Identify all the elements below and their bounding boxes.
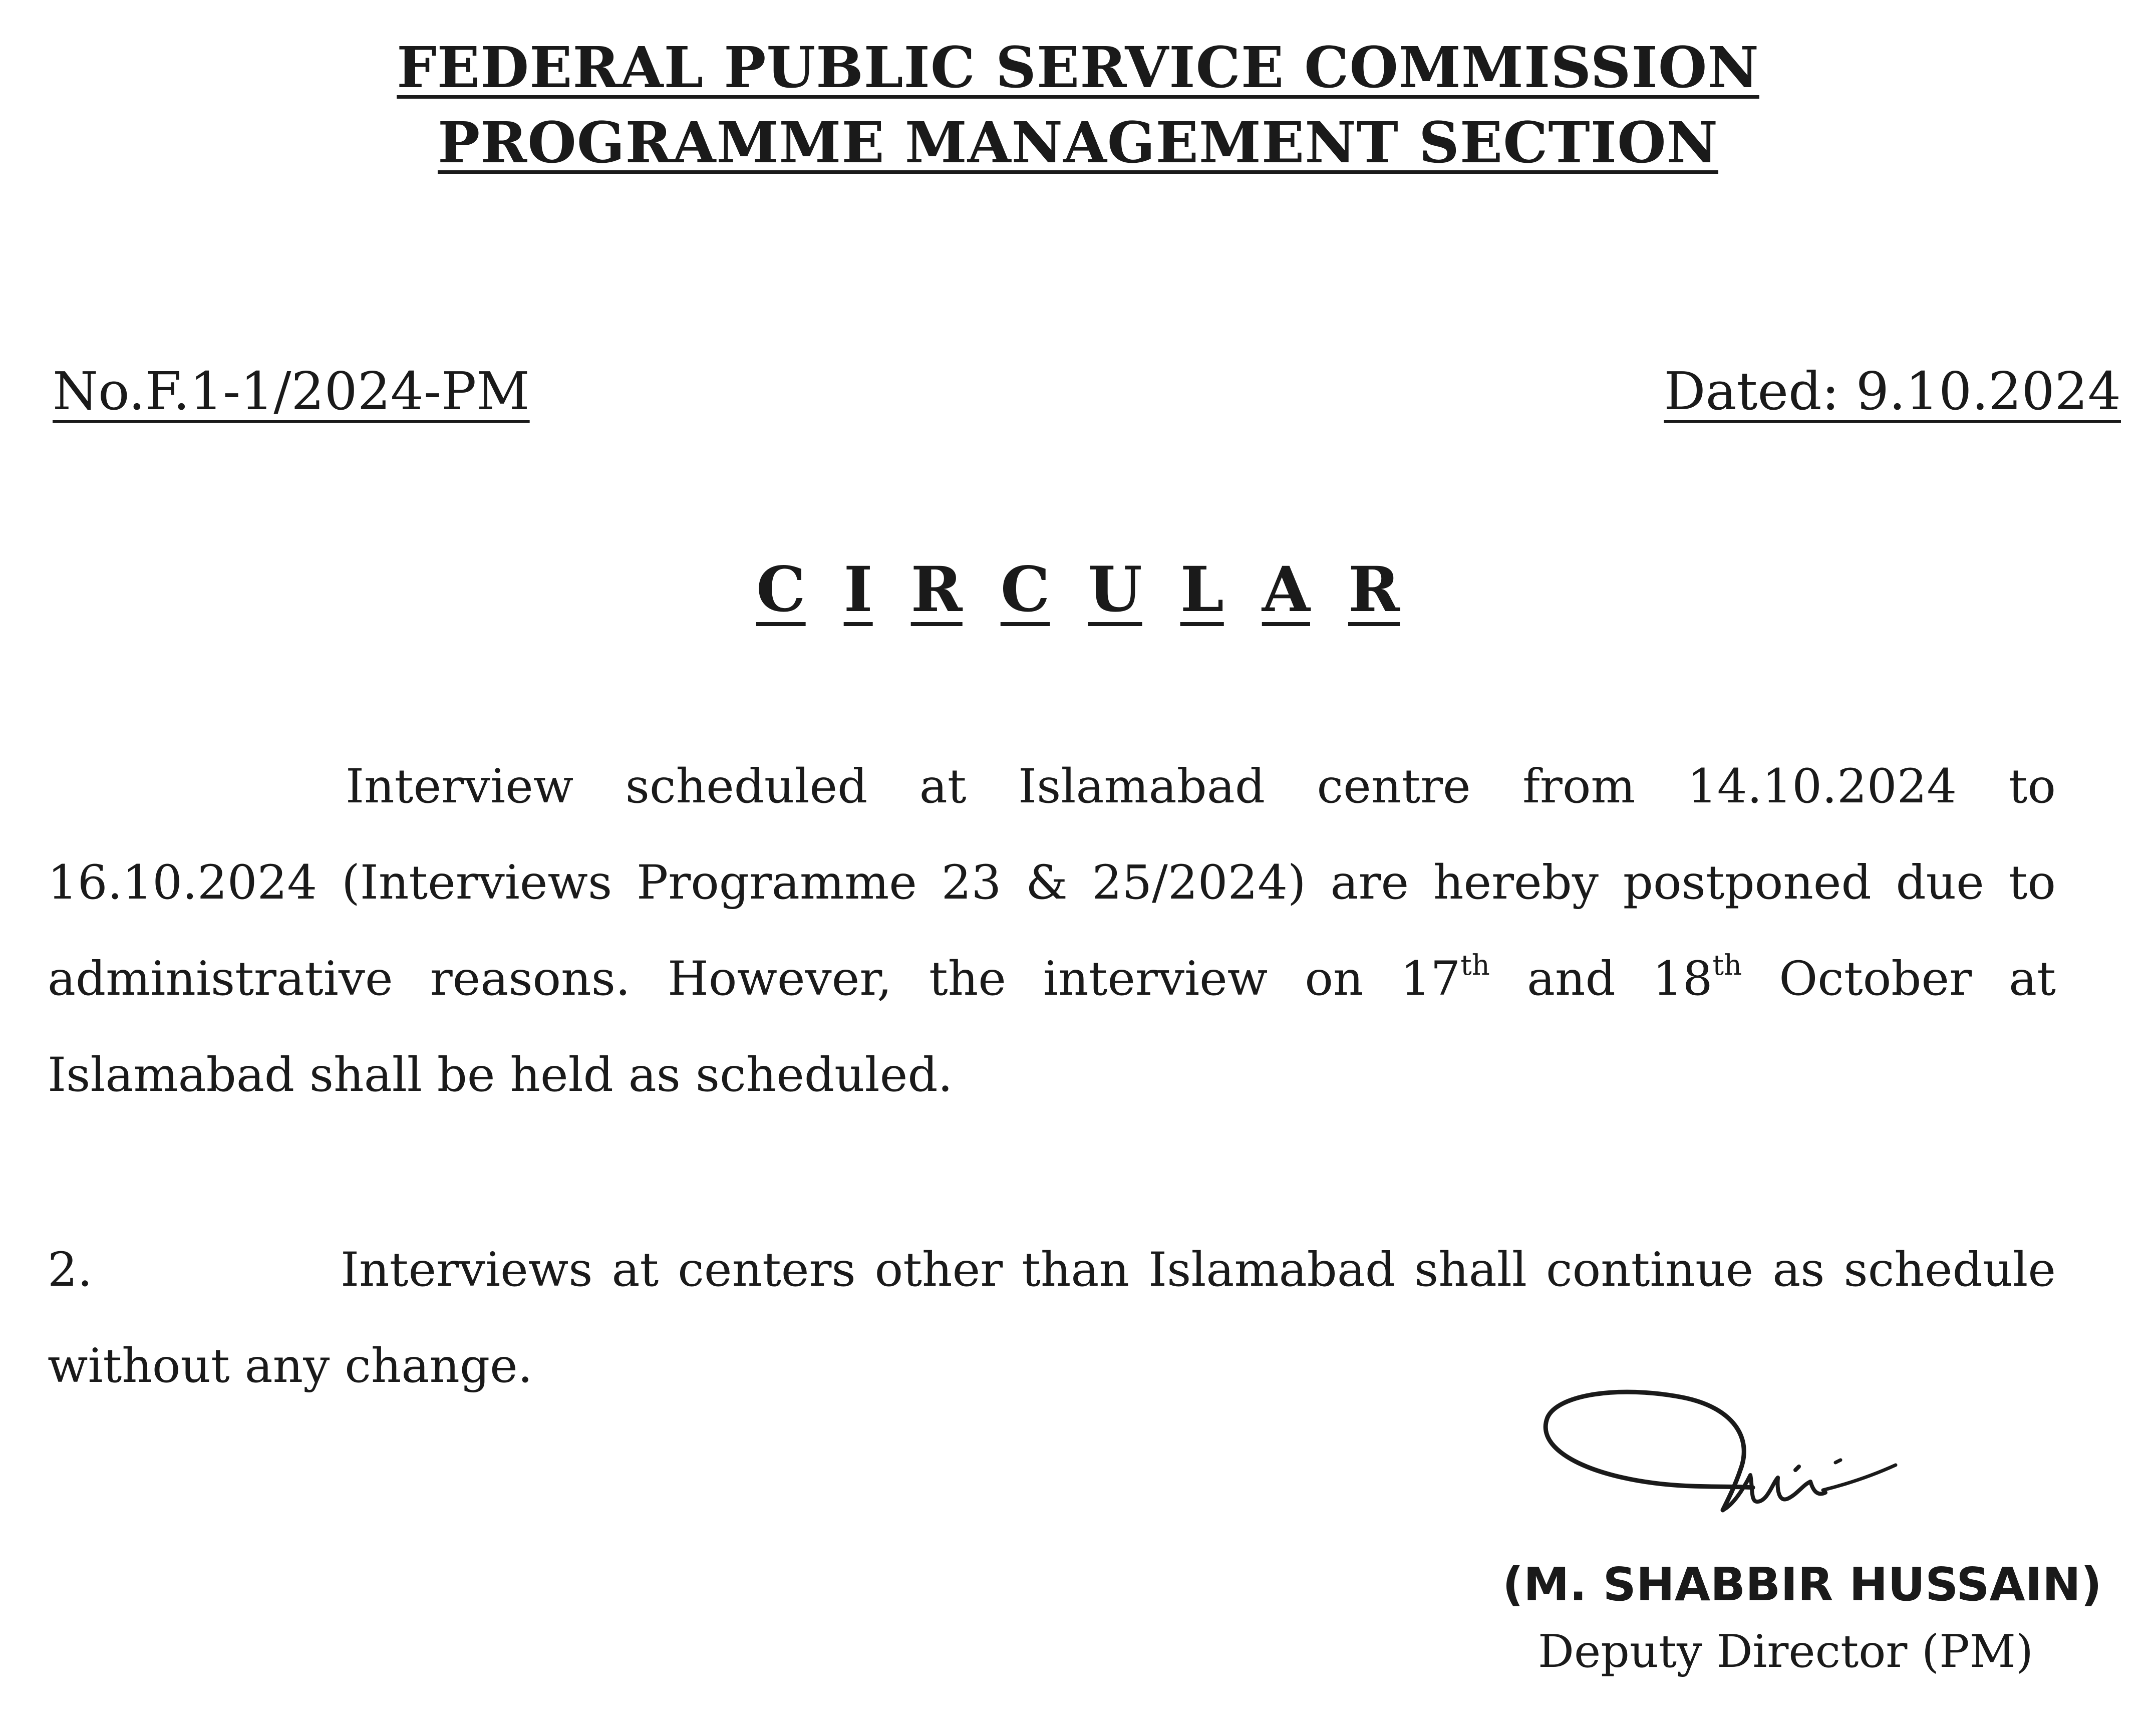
title-letter: C	[1000, 553, 1050, 626]
header-organization: FEDERAL PUBLIC SERVICE COMMISSION	[397, 35, 1759, 101]
reference-date: Dated: 9.10.2024	[1664, 361, 2121, 422]
title-letter: R	[1348, 553, 1400, 626]
title-letter: R	[910, 553, 963, 626]
header-section: PROGRAMME MANAGEMENT SECTION	[437, 110, 1719, 176]
signature-block	[1502, 1382, 2153, 1708]
title-letter: A	[1262, 553, 1310, 626]
paragraph-1: Interview scheduled at Islamabad centre from 14.10.2024 to 16.10.2024 (Interviews Programme 23 & 25/2024) are hereby postponed due to administrative reasons. However, the interview on 17th and 18th October at Islamabad shall be held as scheduled.	[48, 759, 2056, 1102]
reference-number: No.F.1-1/2024-PM	[53, 361, 530, 422]
paragraph-number: 2.	[48, 1243, 93, 1297]
handwritten-signature	[1517, 1382, 1918, 1548]
ordinal-suffix: th	[1460, 949, 1490, 982]
circular-title	[0, 553, 2156, 626]
paragraph-2: 2. Interviews at centers other than Islamabad shall continue as schedule without any change.	[48, 1222, 2056, 1414]
ordinal-suffix: th	[1712, 949, 1742, 982]
title-letter: C	[756, 553, 806, 626]
title-letter: U	[1088, 553, 1142, 626]
signatory-designation: Deputy Director (PM)	[1537, 1625, 2033, 1678]
signatory-name: (M. SHABBIR HUSSAIN)	[1502, 1558, 2102, 1611]
title-letter: L	[1180, 553, 1224, 626]
title-letter: I	[843, 553, 873, 626]
